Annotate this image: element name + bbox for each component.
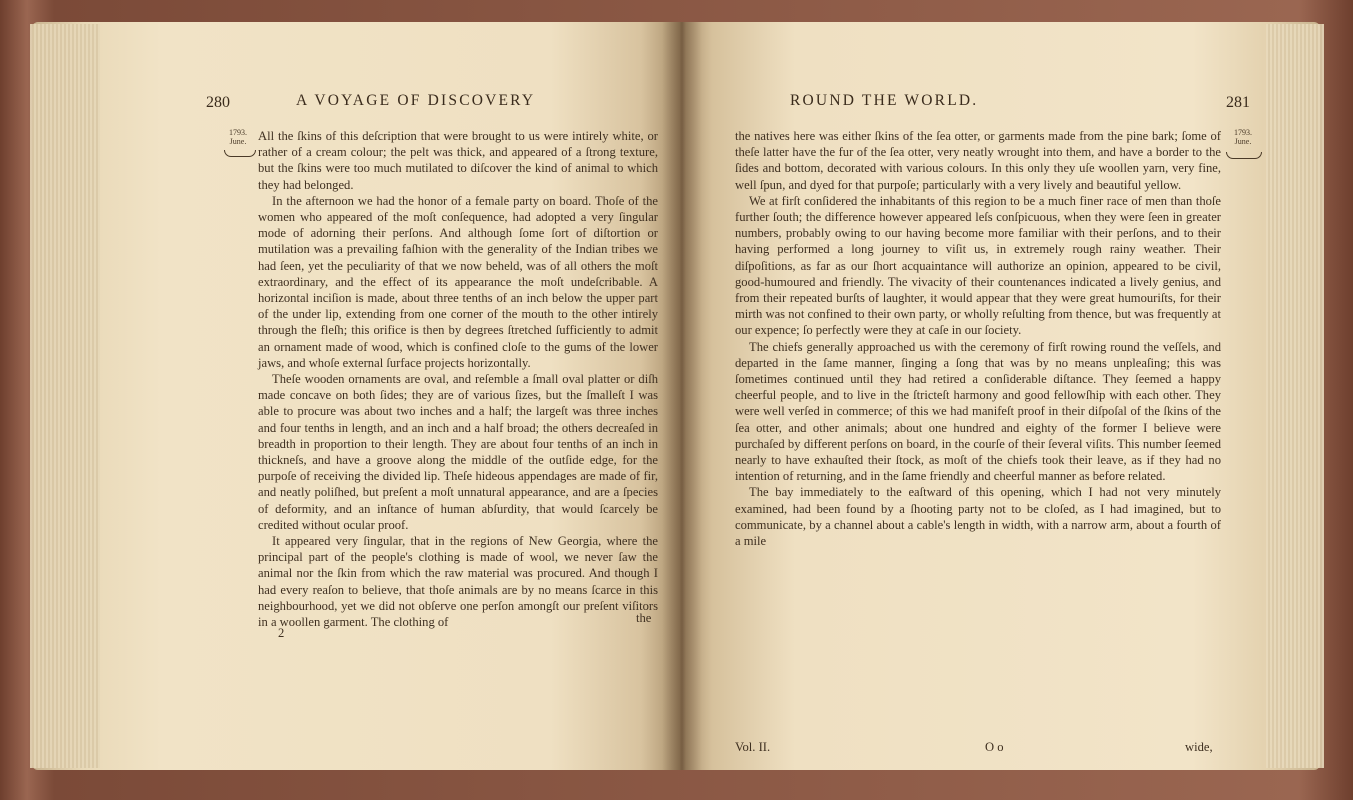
left-running-head: A VOYAGE OF DISCOVERY [296,92,536,109]
left-margin-year: 1793. [229,128,247,137]
right-page-edges [1266,24,1324,768]
left-page-text [258,128,658,630]
right-catchword: wide, [1185,740,1213,754]
right-paragraph: the natives here was either ſkins of the ſea otter, or garments made from the pine bark; ſome of theſe latter have the fur of the ſea otter, very neatly wrought into them, and have a border to the ſides and bottom, decorated with various colours. In this only they uſe woollen yarn, very fine, well ſpun, and dyed for that purpoſe; particularly with a very lively and beautiful yellow. [735,129,1221,192]
right-volume-mark: Vol. II. [735,740,771,754]
left-margin-brace [224,150,256,157]
left-margin-month: June. [229,137,247,146]
right-margin-brace [1226,152,1262,159]
right-paragraph: The bay immediately to the eaſtward of this opening, which I had not very minutely examined, had been found by a ſhooting party not to be cloſed, as I had imagined, but to communicate, by a channel about a cable's length in width, with a narrow arm, about a fourth of a mile [735,485,1221,549]
right-signature-mark: O o [985,740,1004,754]
right-page-text [735,128,1221,549]
left-catchword: the [636,611,652,625]
left-margin-date [224,128,252,146]
right-page-number: 281 [1226,94,1250,111]
left-signature-mark: 2 [278,626,285,640]
book-gutter [662,22,702,770]
left-paragraph: All the ſkins of this deſcription that were brought to us were intirely white, or rather of a cream colour; the pelt was thick, and appeared of a ſtrong texture, but the ſkins were too much mutilated to diſcover the kind of animal to which they had belonged. [258,129,658,192]
left-paragraph: It appeared very ſingular, that in the regions of New Georgia, where the principal part of the people's clothing is made of wool, we never ſaw the animal nor the ſkin from which the raw material was procured. And though I had every reaſon to believe, that thoſe animals are by no means ſcarce in this neighbourhood, yet we did not obſerve one perſon amongſt our preſent viſitors in a woollen garment. The clothing of [258,534,658,630]
right-running-head: ROUND THE WORLD. [790,92,979,109]
right-paragraph: We at firſt conſidered the inhabitants of this region to be a much finer race of men than thoſe further ſouth; the difference however appeared leſs conſpicuous, when they were ſeen in greater numbers, probably owing to our having become more familiar with their perſons, and to their having performed a long journey to viſit us, in extremely rough rainy weather. Their diſpoſitions, as far as our ſhort acquaintance will authorize an opinion, appeared to be civil, good-humoured and friendly. The vivacity of their countenances indicated a lively genius, and from their repeated burſts of laughter, it would appear that they were great humouriſts, for their mirth was not confined to their own party, or wholly reſulting from thence, but was frequently at our expence; ſo perfectly were they at caſe in our ſociety. [735,193,1221,338]
left-paragraph: Theſe wooden ornaments are oval, and reſemble a ſmall oval platter or diſh made concave on both ſides; they are of various ſizes, but the ſmalleſt I was able to procure was about two inches and a half; the largeſt was three inches and four tenths in length, and an inch and a half broad; the others decreaſed in breadth in proportion to their length. They are about four tenths of an inch in thickneſs, and have a groove along the middle of the outſide edge, for the purpoſe of receiving the divided lip. Theſe hideous appendages are made of fir, and neatly poliſhed, but preſent a moſt unnatural appearance, and are a ſpecies of deformity, and an inſtance of human abſurdity, that would ſcarcely be credited without ocular proof. [258,372,658,532]
left-page-edges [30,24,100,768]
right-margin-date [1228,128,1258,146]
right-margin-year: 1793. [1234,128,1252,137]
left-page-number: 280 [206,94,230,111]
right-margin-month: June. [1234,137,1252,146]
left-paragraph: In the afternoon we had the honor of a female party on board. Thoſe of the women who appeared of the moſt conſequence, had adopted a very ſingular mode of adorning their perſons. And although ſome ſort of diſtortion or mutilation was a prevailing faſhion with the generality of the Indian tribes we had ſeen, yet the peculiarity of that we now beheld, was of all others the moſt extraordinary, and the effect of its appearance the moſt undeſcribable. A horizontal inciſion is made, about three tenths of an inch below the upper part of the under lip, extending from one corner of the mouth to the other intirely through the fleſh; this orifice is then by degrees ſtretched ſufficiently to admit an ornament made of wood, which is confined cloſe to the gums of the lower jaws, and whoſe external ſurface projects horizontally. [258,193,658,370]
right-paragraph: The chiefs generally approached us with the ceremony of firſt rowing round the veſſels, and departed in the ſame manner, ſinging a ſong that was by no means unpleaſing; this was ſometimes continued until they had retired a conſiderable diſtance. They ſeemed a happy cheerful people, and to live in the ſtricteſt harmony and good fellowſhip with each other. They were well verſed in commerce; of this we had manifeſt proof in their diſpoſal of the ſkins of the ſea otter, and other animals; about one hundred and eighty of the former I believe were purchaſed by different perſons on board, in the courſe of their ſeveral viſits. This number ſeemed nearly to have exhauſted their ſtock, as moſt of the chiefs took their leave, as if they had no intention of returning, and in the ſame friendly and cheerful manner as before related. [735,339,1221,484]
